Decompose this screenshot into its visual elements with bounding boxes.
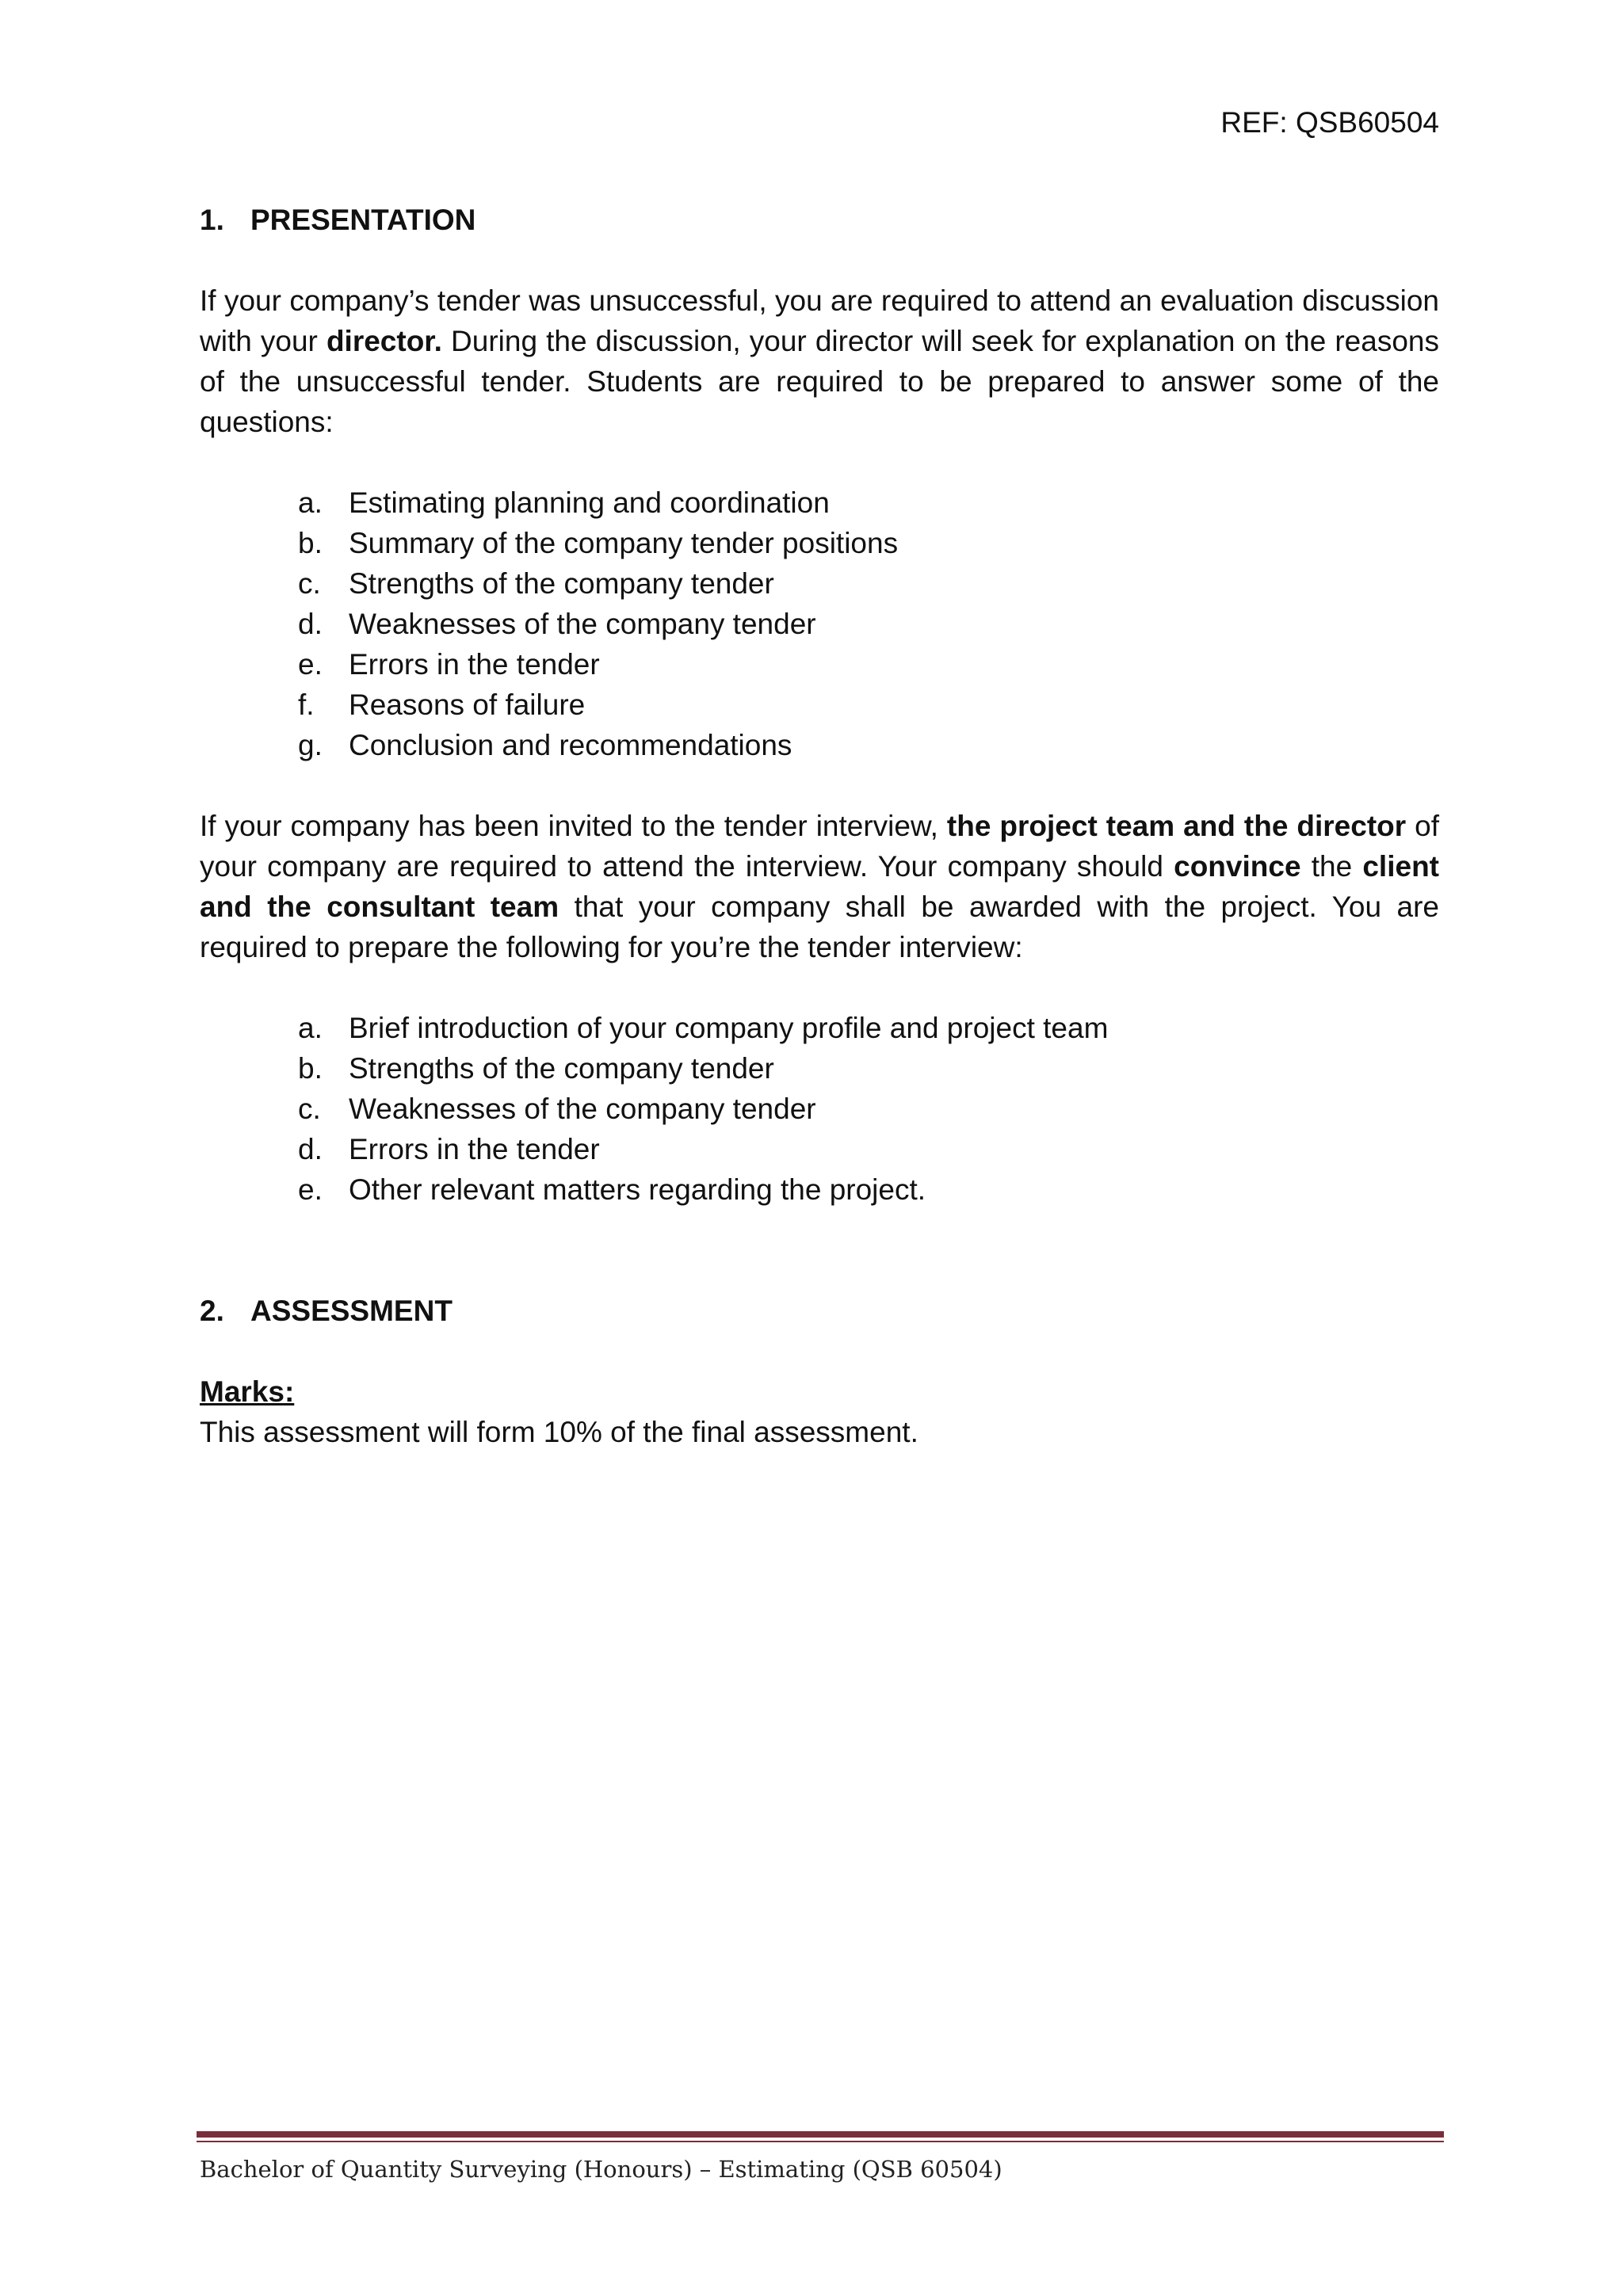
question-list-evaluation: [200, 482, 1439, 765]
list-item-text: Estimating planning and coordination: [349, 486, 830, 519]
list-marker: e.: [298, 648, 323, 681]
list-marker: c.: [298, 1093, 321, 1125]
list-marker: b.: [298, 527, 323, 559]
list-marker: f.: [298, 688, 315, 721]
question-list-interview: [200, 1008, 1439, 1210]
paragraph-text: If your company has been invited to the tender interview,: [200, 810, 947, 842]
list-item-text: Other relevant matters regarding the project.: [349, 1173, 926, 1206]
list-item-text: Reasons of failure: [349, 688, 586, 721]
paragraph-text: During the discussion, your director will seek for explanation on the reasons of the unsuccessful tender. Students are required to be prepared to answer some of the questions:: [200, 325, 1439, 438]
list-marker: d.: [298, 1133, 323, 1165]
list-marker: a.: [298, 1012, 323, 1044]
paragraph-unsuccessful-tender: [200, 280, 1439, 442]
paragraph-bold-text: convince: [1174, 850, 1301, 883]
list-item: [200, 482, 1439, 523]
list-marker: g.: [298, 729, 323, 761]
list-item: [200, 725, 1439, 765]
marks-description: This assessment will form 10% of the final assessment.: [200, 1416, 918, 1448]
paragraph-bold-text: director.: [326, 325, 442, 357]
list-item-text: Strengths of the company tender: [349, 567, 774, 600]
section-number: 1.: [200, 204, 224, 236]
list-item-text: Weaknesses of the company tender: [349, 608, 816, 640]
paragraph-text: If your company’s tender was unsuccessful, you are required to attend an evaluation discussion with your: [200, 284, 1439, 357]
paragraph-text: of your company are required to attend the interview. Your company should: [200, 810, 1439, 883]
list-item: [200, 523, 1439, 563]
list-item: [200, 644, 1439, 685]
footer-text: Bachelor of Quantity Surveying (Honours) – Estimating (QSB 60504): [200, 2156, 1002, 2183]
list-marker: c.: [298, 567, 321, 600]
section-title: ASSESSMENT: [250, 1295, 453, 1327]
list-item: [200, 563, 1439, 604]
document-body: [200, 200, 1439, 1452]
list-item: [200, 685, 1439, 725]
list-item-text: Errors in the tender: [349, 648, 600, 681]
paragraph-bold-text: the project team and the director: [946, 810, 1407, 842]
section-spacer: [200, 1210, 1439, 1250]
list-item: [200, 1169, 1439, 1210]
list-item-text: Summary of the company tender positions: [349, 527, 899, 559]
marks-label: Marks:: [200, 1375, 295, 1408]
paragraph-tender-interview: [200, 806, 1439, 967]
list-item-text: Brief introduction of your company profile and project team: [349, 1012, 1109, 1044]
list-marker: d.: [298, 608, 323, 640]
section-heading-presentation: [200, 200, 1439, 240]
list-item: [200, 1089, 1439, 1129]
section-title: PRESENTATION: [250, 204, 476, 236]
list-marker: b.: [298, 1052, 323, 1085]
list-item-text: Conclusion and recommendations: [349, 729, 792, 761]
paragraph-bold-text: client and the consultant team: [200, 850, 1439, 923]
reference-code: REF: QSB60504: [1220, 106, 1439, 139]
list-item: [200, 604, 1439, 644]
paragraph-text: the: [1300, 850, 1363, 883]
list-marker: e.: [298, 1173, 323, 1206]
paragraph-text: that your company shall be awarded with the project. You are required to prepare the following for you’re the tender interview:: [200, 891, 1439, 963]
list-item-text: Weaknesses of the company tender: [349, 1093, 816, 1125]
footer-rule-thin: [197, 2141, 1444, 2142]
list-item: [200, 1129, 1439, 1169]
list-item: [200, 1008, 1439, 1048]
section-number: 2.: [200, 1295, 224, 1327]
list-item-text: Errors in the tender: [349, 1133, 600, 1165]
list-item-text: Strengths of the company tender: [349, 1052, 774, 1085]
section-heading-assessment: [200, 1291, 1439, 1331]
list-marker: a.: [298, 486, 323, 519]
footer-rule-thick: [197, 2131, 1444, 2138]
list-item: [200, 1048, 1439, 1089]
